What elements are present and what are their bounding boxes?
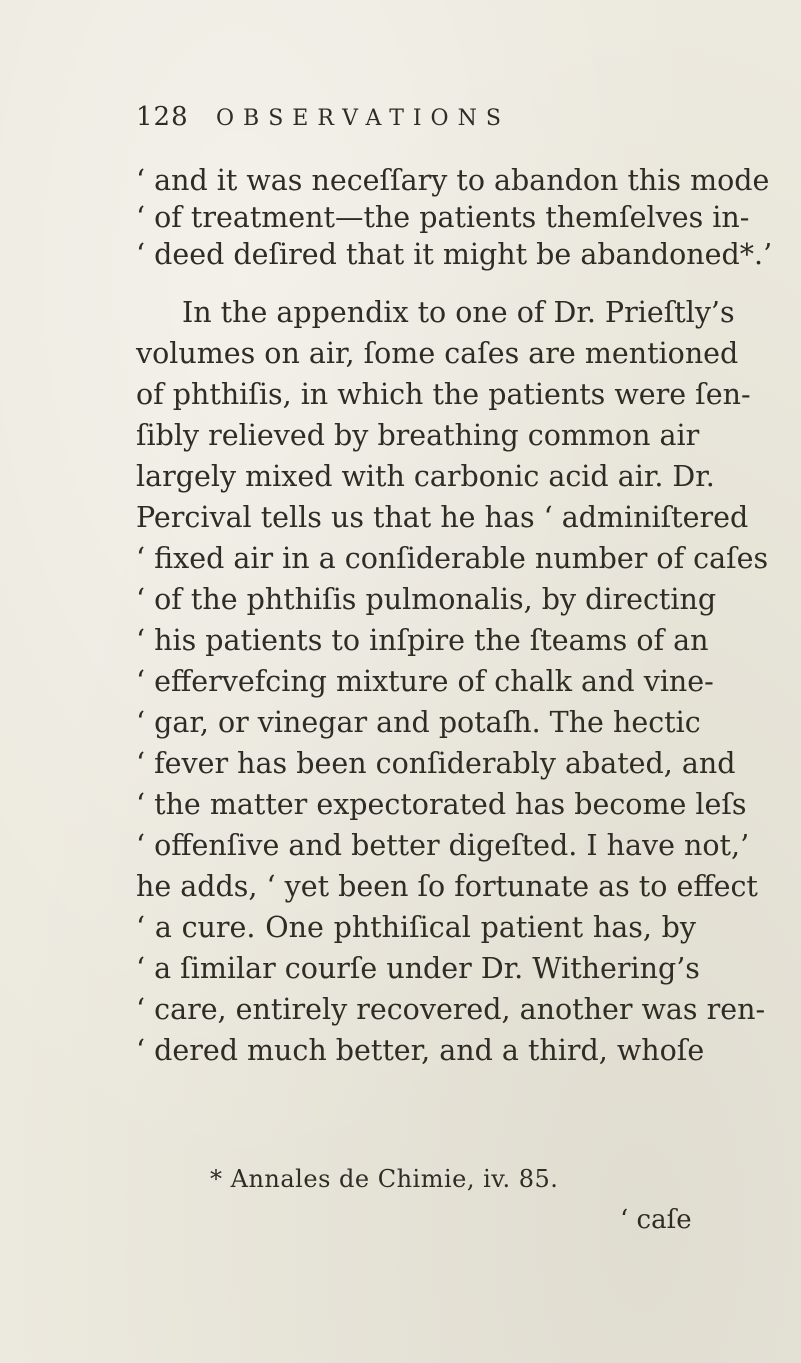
text-line: ſibly relieved by breathing common air bbox=[136, 419, 700, 452]
text-line: ‘ care, entirely recovered, another was ren- bbox=[136, 993, 766, 1026]
text-line: ‘ a cure. One phthiſical patient has, by bbox=[136, 911, 696, 944]
text-line: In the appendix to one of Dr. Prieſtly’s bbox=[182, 296, 735, 329]
text-line: ‘ gar, or vinegar and potaſh. The hectic bbox=[136, 706, 701, 739]
text-line: ‘ the matter expectorated has become leſs bbox=[136, 788, 747, 821]
text-line: ‘ of treatment—the patients themſelves in- bbox=[136, 201, 750, 234]
text-line: ‘ and it was neceſſary to abandon this mode bbox=[136, 164, 770, 197]
text-line: of phthiſis, in which the patients were ſen- bbox=[136, 378, 751, 411]
footnote: * Annales de Chimie, iv. 85. bbox=[210, 1165, 559, 1193]
text-line: ‘ fever has been conſiderably abated, and bbox=[136, 747, 736, 780]
text-line: ‘ a ſimilar courſe under Dr. Withering’s bbox=[136, 952, 700, 985]
text-line: ‘ deed deſired that it might be abandoned*.’ bbox=[136, 238, 773, 271]
running-head: OBSERVATIONS bbox=[216, 106, 510, 131]
text-line: volumes on air, ſome caſes are mentioned bbox=[136, 337, 739, 370]
main-paragraph bbox=[136, 292, 769, 1071]
text-line: ‘ of the phthiſis pulmonalis, by directing bbox=[136, 583, 717, 616]
text-line: ‘ fixed air in a conſiderable number of caſes bbox=[136, 542, 769, 575]
text-line: ‘ dered much better, and a third, whoſe bbox=[136, 1034, 705, 1067]
text-line: he adds, ‘ yet been ſo fortunate as to effect bbox=[136, 870, 758, 903]
text-line: ‘ his patients to inſpire the ſteams of an bbox=[136, 624, 709, 657]
page-number: 128 bbox=[136, 102, 189, 132]
text-line: ‘ effervefcing mixture of chalk and vine- bbox=[136, 665, 714, 698]
text-line: Percival tells us that he has ‘ adminiſtered bbox=[136, 501, 749, 534]
page-header bbox=[136, 102, 696, 142]
quotation-continuation bbox=[136, 162, 773, 273]
catchword: ‘ caſe bbox=[620, 1205, 692, 1235]
text-line: largely mixed with carbonic acid air. Dr. bbox=[136, 460, 715, 493]
text-line: ‘ offenſive and better digeſted. I have not,’ bbox=[136, 829, 750, 862]
